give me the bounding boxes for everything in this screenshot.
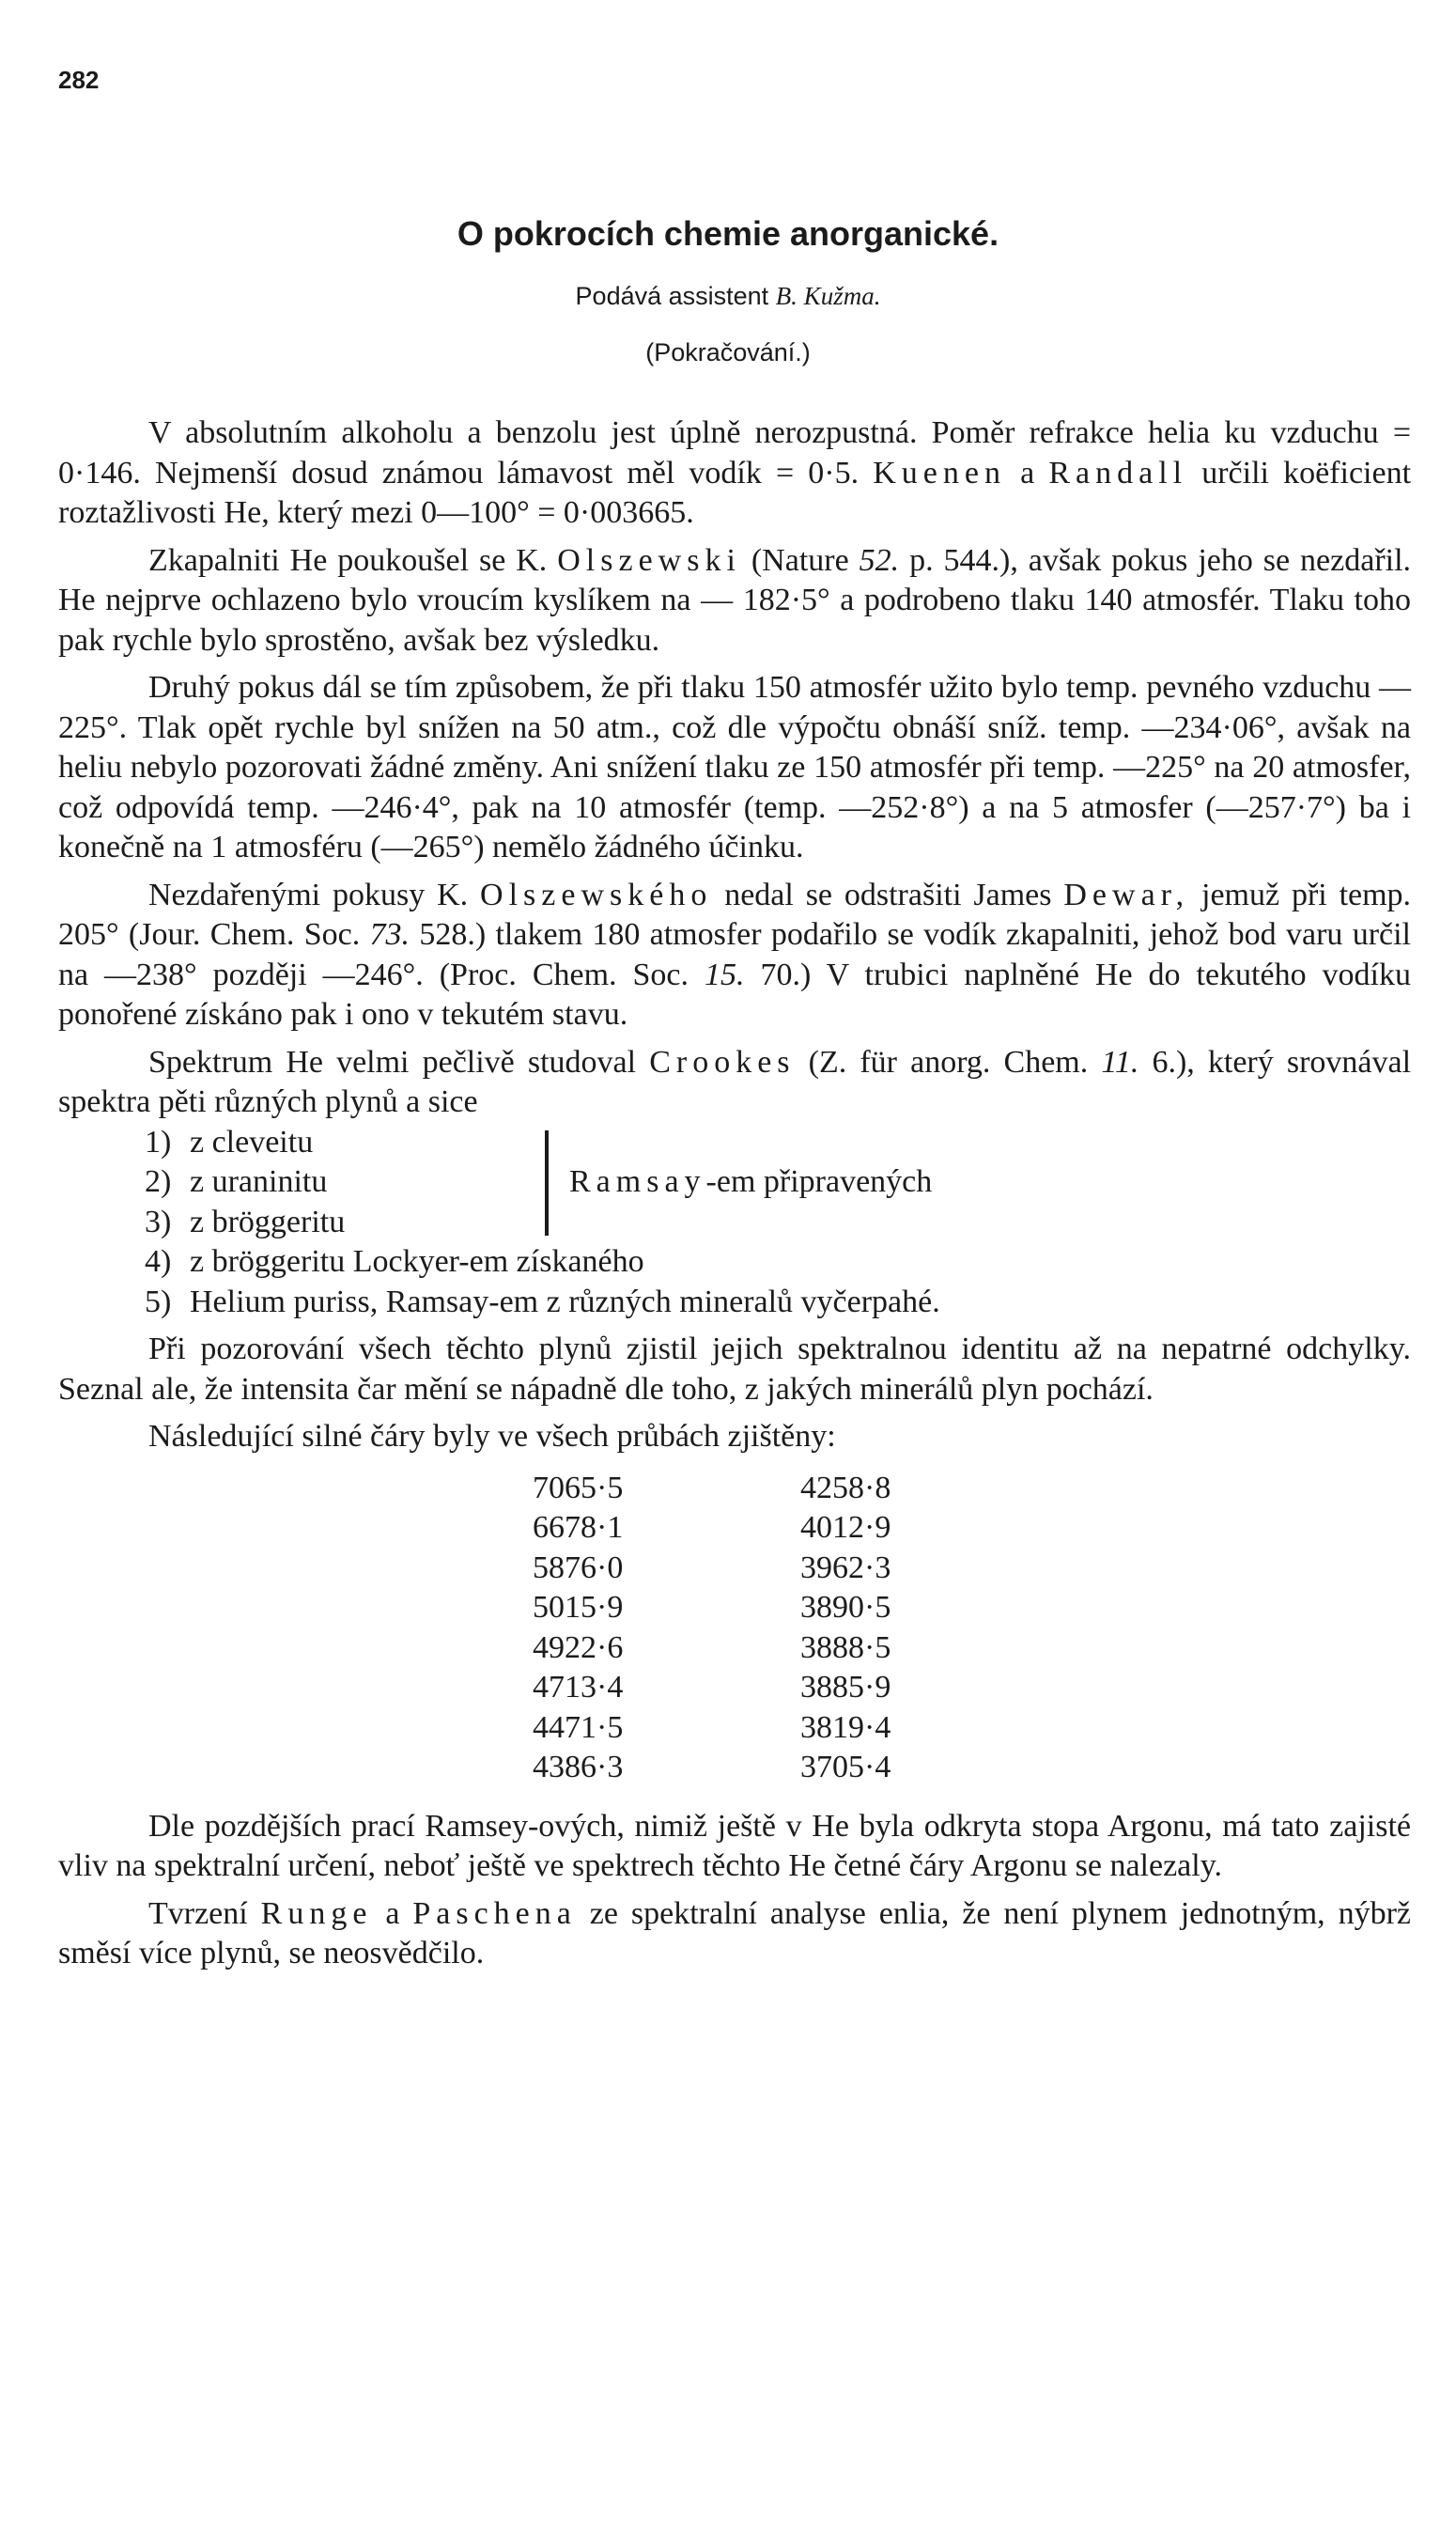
table-cell: 3885·9: [800, 1670, 891, 1705]
table-cell: 6678·1: [533, 1510, 624, 1545]
table-row: [533, 1508, 891, 1549]
person-name: Paschena: [412, 1895, 577, 1931]
byline-prefix: Podává assistent: [575, 282, 769, 310]
person-name: Randall: [1048, 455, 1188, 491]
table-cell: 4713·4: [533, 1670, 624, 1705]
bracket-group: [145, 1123, 1411, 1243]
bracket-label: Ramsay-em připravených: [569, 1163, 933, 1199]
page-number: 282: [58, 66, 100, 94]
table-row: [533, 1668, 891, 1708]
table-row: [533, 1748, 891, 1788]
list-item: 5) Helium puriss, Ramsay-em z různých mineralů vyčerpahé.: [145, 1284, 940, 1319]
article-title: O pokrocích chemie anorganické.: [457, 214, 999, 253]
person-name: Runge: [260, 1895, 373, 1931]
table-cell: 3705·4: [800, 1750, 891, 1784]
sources-list: [145, 1123, 1411, 1323]
paragraph-6: Při pozorování všech těchto plynů zjistil jejich spektralnou identitu až na nepatrné odchylky. Seznal ale, že intensita čar mění se nápadně dle toho, z jakých minerálů plyn pochází.: [58, 1332, 1411, 1407]
person-name: Kuenen: [873, 455, 1006, 491]
table-row: [533, 1628, 891, 1669]
table-cell: 3819·4: [800, 1709, 891, 1745]
volume-number: 52.: [859, 542, 900, 578]
paragraph-4: Nezdařenými pokusy K. Olszewského nedal se odstrašiti James Dewar, jemuž při temp. 205° (Jour. Chem. Soc. 73. 528.) tlakem 180 atmosfer podařilo se vodík zkapalniti, jehož bod varu určil na —238° později —246°. (Proc. Chem. Soc. 15. 70.) V trubici naplněné He do tekutého vodíku ponořené získáno pak i ono v tekutém stavu.: [58, 877, 1412, 1032]
list-item: 4) z bröggeritu Lockyer-em získaného: [145, 1244, 644, 1279]
paragraph-3: Druhý pokus dál se tím způsobem, že při tlaku 150 atmosfér užito bylo temp. pevného vzduchu —225°. Tlak opět rychle byl snížen na 50 atm., což dle výpočtu obnáší sníž. temp. —234·06°, avšak na heliu nebylo pozorovati žádné změny. Ani snížení tlaku ze 150 atmosfér při temp. —225° na 20 atmosfer, což odpovídá temp. —246·4°, pak na 10 atmosfér (temp. —252·8°) a na 5 atmosfer (—257·7°) ba i konečně na 1 atmosféru (—265°) nemělo žádného účinku.: [58, 670, 1411, 864]
spectral-lines-table: [533, 1469, 891, 1788]
paragraph-7: Následující silné čáry byly ve všech průbách zjištěny:: [148, 1419, 836, 1454]
volume-number: 15.: [704, 957, 745, 992]
table-cell: 3890·5: [800, 1590, 891, 1625]
paragraph-9: Tvrzení Runge a Paschena ze spektralní analyse enlia, že není plynem jednotným, nýbrž směsí více plynů, se neosvědčilo.: [58, 1895, 1411, 1970]
continuation-note: (Pokračování.): [645, 338, 811, 366]
list-item: 3) z bröggeritu: [145, 1204, 346, 1239]
table-cell: 5015·9: [533, 1590, 624, 1625]
table-row: [533, 1469, 891, 1509]
table-cell: 3962·3: [800, 1550, 891, 1585]
person-name: Crookes: [649, 1044, 796, 1080]
person-name: Olszewského: [480, 877, 713, 912]
table-cell: 4258·8: [800, 1470, 891, 1505]
person-name: Dewar,: [1063, 877, 1190, 912]
article-body: [58, 413, 1411, 1974]
paragraph-8: Dle pozdějších prací Ramsey-ových, nimiž ještě v He byla odkryta stopa Argonu, má tato zajisté vliv na spektralní určení, neboť ještě ve spektrech těchto He četné čáry Argonu se nalezaly.: [58, 1808, 1411, 1883]
table-cell: 7065·5: [533, 1470, 624, 1505]
table-cell: 4386·3: [533, 1750, 624, 1784]
paragraph-2: Zkapalniti He poukoušel se K. Olszewski (Nature 52. p. 544.), avšak pokus jeho se nezdařil. He nejprve ochlazeno bylo vroucím kyslíkem na — 182·5° a podrobeno tlaku 140 atmosfér. Tlaku toho pak rychle bylo sprostěno, avšak bez výsledku.: [58, 542, 1412, 658]
table-row: [533, 1588, 891, 1628]
bracket-line: [545, 1130, 549, 1236]
volume-number: 73.: [369, 917, 410, 952]
table-cell: 4012·9: [800, 1510, 891, 1545]
table-cell: 5876·0: [533, 1550, 624, 1585]
table-row: [533, 1708, 891, 1749]
table-row: [533, 1549, 891, 1589]
volume-number: 11.: [1101, 1044, 1139, 1080]
author-name: B. Kužma.: [775, 282, 881, 310]
list-item: 2) z uraninitu: [145, 1164, 328, 1199]
byline: [0, 282, 1456, 311]
table-cell: 4922·6: [533, 1629, 624, 1665]
paragraph-5: Spektrum He velmi pečlivě studoval Crookes (Z. für anorg. Chem. 11. 6.), který srovnával spektra pěti různých plynů a sice: [58, 1044, 1412, 1119]
table-cell: 4471·5: [533, 1709, 624, 1745]
list-item: 1) z cleveitu: [145, 1124, 314, 1160]
table-cell: 3888·5: [800, 1629, 891, 1665]
paragraph-1: V absolutním alkoholu a benzolu jest úplně nerozpustná. Poměr refrakce helia ku vzduchu = 0·146. Nejmenší dosud známou lámavost měl vodík = 0·5. Kuenen a Randall určili koëficient roztažlivosti He, který mezi 0—100° = 0·003665.: [58, 415, 1412, 530]
person-name: Olszewski: [557, 542, 741, 578]
